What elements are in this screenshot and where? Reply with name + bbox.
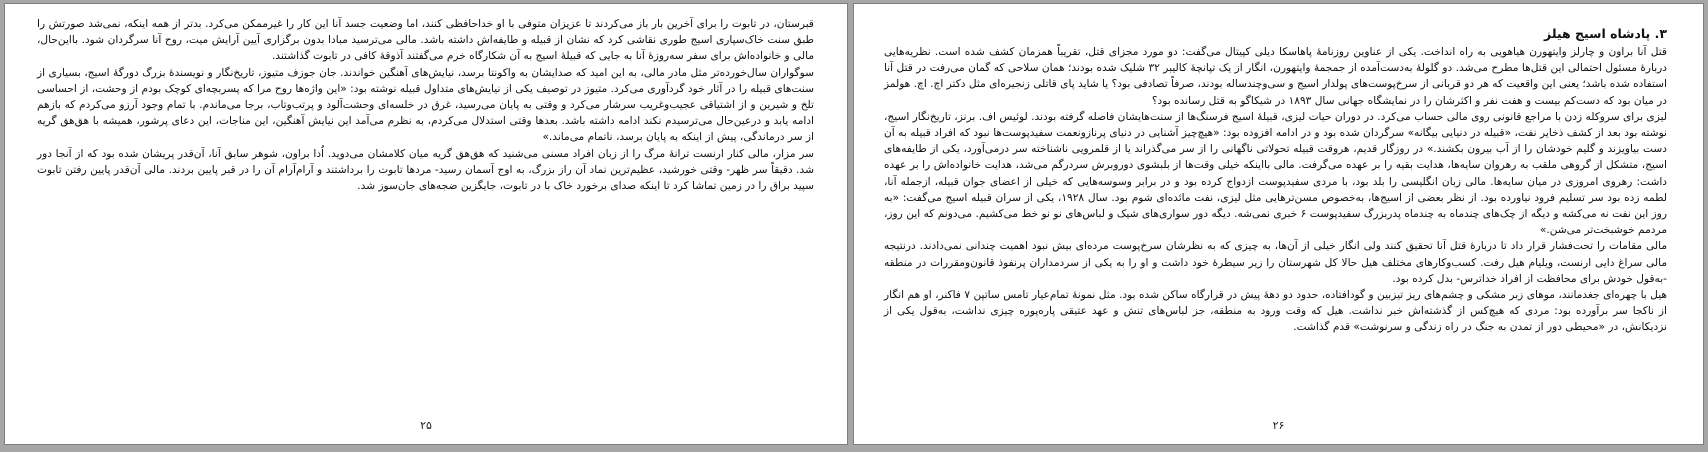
paragraph: قبرستان، در تابوت را برای آخرین بار باز می‌کردند تا عزیزان متوفی با او خداحافظی کنند، اما وضعیت جسد آنا این کار را غیرممکن می‌کرد. بدتر از همه اینکه، نمی‌شد صورتش را طبق سنت خاک‌سپاری اسیج طوری نقاشی کرد که نشان از قبیله و طایفه‌اش داشته باشد. مالی می‌ترسید مبادا بدون برگزاری آیین آرایش میت، روح آنا سرگردان شود. بااین‌حال، مالی و خانواده‌اش برای سفر سه‌روزهٔ آنا به جایی که قبیلهٔ اسیج به آن شکارگاه خرم می‌گفتند آذوقهٔ کافی در تابوت گذاشتند. bbox=[37, 18, 814, 63]
page-25-body bbox=[37, 16, 814, 194]
chapter-title: ۳. پادشاه اسیج هیلز bbox=[1544, 26, 1667, 41]
paragraph: سر مزار، مالی کنار ارنست ترانهٔ مرگ را از زبان افراد مسنی می‌شنید که هق‌هق گریه میان کلامشان می‌دوید. اُدا براون، شوهر سابق آنا، آن‌قدر پریشان شده بود که از آنجا دور شد. دقیقاً سر ظهر- وقتی خورشید، عظیم‌ترین نماد آن راز بزرگ، به اوج آسمان رسید- مردها تابوت را برداشتند و آرام‌آرام آن را در قبر پایین بردند. مالی آن‌قدر پایین رفتن تابوت سپید براق را در زمین تماشا کرد تا اینکه صدای برخورد خاک با در تابوت، جایگزین ضجه‌های جان‌سوز شد. bbox=[37, 147, 814, 193]
page-number: ۲۵ bbox=[420, 419, 432, 432]
page-26 bbox=[854, 4, 1703, 444]
paragraph: مالی مقامات را تحت‌فشار قرار داد تا دربارهٔ قتل آنا تحقیق کنند ولی انگار خیلی از آن‌ها، به چیزی که به نظرشان سرخ‌پوست مرده‌ای بیش نبود اهمیت چندانی نمی‌دادند. درنتیجه مالی سراغ دایی ارنست، ویلیام هیل رفت. کسب‌وکارهای مختلف هیل حالا کل شهرستان را زیر سیطرهٔ خود داشت و او را به یکی از سردمداران پرنفوذ قانون‌ومقررات در منطقه -به‌قول خودش برای محافظت از افراد خداترس- بدل کرده بود. bbox=[884, 240, 1667, 285]
paragraph: لیزی برای سروکله زدن با مراجع قانونی روی مالی حساب می‌کرد. در دوران حیات لیزی، قبیلهٔ اسیج فرسنگ‌ها از سنت‌هایشان فاصله گرفته بودند. لوئیس اف. برنز، تاریخ‌نگار اسیج، نوشته بود بعد از کشف ذخایر نفت، «قبیله در دنیایی بیگانه» سرگردان شده بود و در ادامه افزوده بود: «هیچ‌چیز آشنایی در دنیای پرنازونعمت سفیدپوست‌ها نبود که افراد قبیله به آن دست بیاویزند و گلیم خودشان را از آب بیرون بکشند.» در روزگار قدیم، هروقت قبیله تحولاتی ناگهانی را از سر می‌گذراند یا از قلمرویی ناشناخته سر درمی‌آورد، یکی از طایفه‌های اسیج، متشکل از گروهی ملقب به رهروان سایه‌ها، هدایت بقیه را بر عهده می‌گرفت. مالی بااینکه خیلی وقت‌ها از بلبشوی دوروبرش سردرگم می‌شد، هدایت خانواده‌اش را بر عهده داشت: رهروی امروزی در میان سایه‌ها. مالی زبان انگلیسی را بلد بود، با مردی سفیدپوست ازدواج کرده بود و در برابر وسوسه‌هایی که خیلی از اعضای جوان قبیله، ازجمله آنا، لطمه زده بود سر تسلیم فرود نیاورده بود. از نظر بعضی از اسیج‌ها، به‌خصوص مسن‌ترهایی مثل لیزی، نفت مائده‌ای شوم بود. سال ۱۹۲۸، یکی از سران قبیله اسیج می‌گفت: «به روز این نفت نه می‌کشه و دیگه از چک‌های چندماه به چندماه پدربزرگ سفیدپوست ۶ خبری نمی‌شه. دیگه دور سواری‌های شیک و لباس‌های نو نو خط می‌کشیم. می‌دونم که این روز، مردمم خوشبخت‌تر می‌شن.» bbox=[884, 110, 1668, 237]
page-25 bbox=[5, 4, 847, 444]
paragraph: سوگواران سال‌خورده‌تر مثل مادر مالی، به این امید که صدایشان به واکونتا برسد، نیایش‌های آهنگین خواندند. جان جوزف متیوز، تاریخ‌نگار و نویسندهٔ بزرگ دورگهٔ اسیج، بسیاری از سنت‌های قبیله را در آثار خود گردآوری می‌کرد. متیوز در توصیف یکی از نیایش‌های متداول قبیله نوشته بود: «این واژه‌ها روح مرا که پسربچه‌ای کوچک بودم از وحشت، از احساسی تلخ و شیرین و از اشتیاقی عجیب‌وغریب سرشار می‌کرد و وقتی به پایان می‌رسید، غرق در خلسه‌ای وحشت‌آلود و پرتب‌وتاب، برجا می‌ماندم. با تمام وجود آرزو می‌کردم که بازهم ادامه یابد و درعین‌حال می‌ترسیدم نکند ادامه داشته باشد. بعدها وقتی استدلال می‌کردم، به نظرم می‌آمد این نیایش آهنگین، این مناجات، این دعای پرشور، همیشه با هق‌هق گریه از سر درماندگی، پیش از اینکه به پایان برسد، ناتمام می‌ماند.» bbox=[37, 66, 814, 144]
paragraph: هیل با چهره‌ای جغدمانند، موهای زبر مشکی و چشم‌های ریز تیزبین و گودافتاده، حدود دو دههٔ پیش در قرارگاه ساکن شده بود. مثل نمونهٔ تمام‌عیار تامس ساتپن ۷ فاکنر، او هم انگار از ناکجا سر برآورده بود: مردی که هیچ‌کس از گذشته‌اش خبر نداشت. هیل که وقت ورود به منطقه، جز لباس‌های تنش و عهد عتیقی پاره‌پوره چیزی نداشت، به‌قول یکی از نزدیکانش، در «محیطی دور از تمدن به جنگ در راه زندگی و سرنوشت» قدم گذاشت. bbox=[884, 289, 1667, 334]
page-number: ۲۶ bbox=[1272, 419, 1285, 432]
paragraph: قتل آنا براون و چارلز وایتهورن هیاهویی به راه انداخت. یکی از عناوین روزنامهٔ پاهاسکا دیلی کپیتال می‌گفت: دو مورد مجزای قتل، تقریباً همزمان کشف شده است. نظریه‌هایی دربارهٔ مسئول احتمالی این قتل‌ها مطرح می‌شد. دو گلولهٔ به‌دست‌آمده از جمجمهٔ وایتهورن، انگار از یک تپانچهٔ کالیبر ۳۲ شلیک شده بودند؛ همان سلاحی که گمان می‌رفت در قتل آنا استفاده شده باشد؛ یعنی این واقعیت که هر دو قربانی از سرخ‌پوست‌های پولدار اسیج و سی‌وچندساله بودند، صرفاً تصادفی بود؟ یا شاید پای قاتلی زنجیره‌ای مثل دکتر اچ. اچ. هولمز در میان بود که دست‌کم بیست و هفت نفر و اکثرشان را در نمایشگاه جهانی سال ۱۸۹۳ در شیکاگو به قتل رسانده بود؟ bbox=[884, 46, 1668, 107]
page-26-body bbox=[884, 24, 1667, 336]
